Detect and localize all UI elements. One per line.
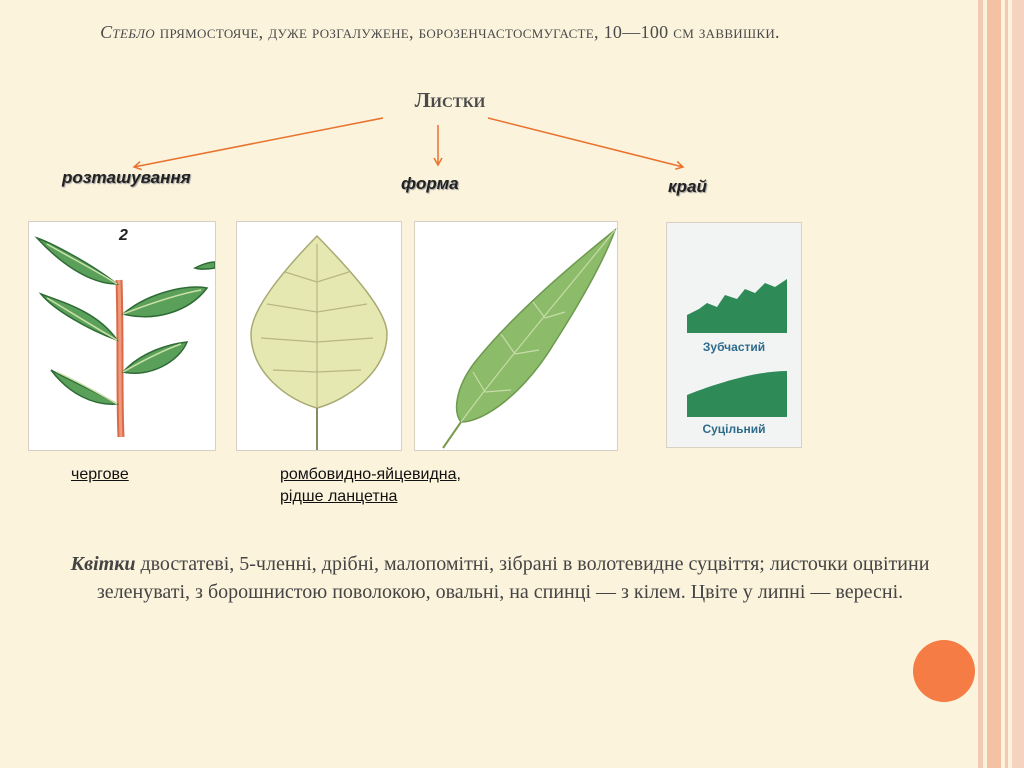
flowers-term: Квітки [70, 553, 136, 575]
serrated-margin-shape [687, 279, 787, 333]
branch-arrangement: розташування [62, 168, 191, 187]
serrated-label: Зубчастий [702, 340, 766, 354]
leaves-title: Листки [414, 88, 486, 112]
arrangement-caption: чергове [71, 466, 129, 483]
flowers-description [44, 550, 956, 606]
arrow-left [134, 118, 383, 167]
arrow-right [488, 118, 683, 167]
form-caption-line1: ромбовидно-яйцевидна, [280, 466, 461, 483]
entire-margin-shape [687, 371, 787, 417]
flowers-text: двостатеві, 5-членні, дрібні, малопомітні, зібрані в волотевидне суцвіття; листочки оцвітини зеленуваті, з борошнистою поволокою, овальні, на спинці — з кілем. Цвіте у липні — вересні. [96, 553, 930, 603]
branch-form: форма [401, 174, 459, 193]
form-caption-line2: рідше ланцетна [280, 488, 398, 505]
accent-dot [913, 640, 975, 702]
lanceolate-leaf-illustration [414, 221, 618, 451]
entire-label: Суцільний [702, 422, 766, 436]
form-caption [280, 464, 461, 508]
stem-term: Стебло [100, 22, 155, 42]
figure-number: 2 [119, 227, 128, 244]
stem-text: прямостояче, дуже розгалужене, борозенчастосмугасте, 10—100 см заввишки. [154, 22, 780, 42]
branch-margin: край [668, 177, 707, 196]
arrangement-illustration [28, 221, 216, 451]
rhombic-leaf-illustration [236, 221, 402, 451]
margin-illustration [666, 222, 802, 448]
